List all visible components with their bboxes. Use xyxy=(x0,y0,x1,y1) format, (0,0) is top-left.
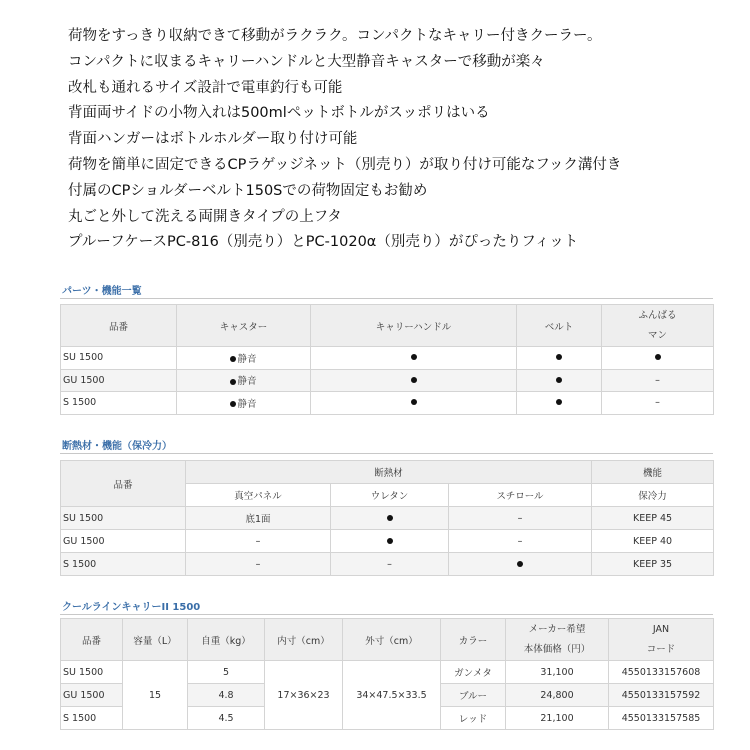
caster-cell xyxy=(177,392,311,415)
header-text: JAN xyxy=(652,623,670,635)
table-header-row xyxy=(61,305,714,347)
bullet-dot-icon xyxy=(411,377,417,383)
product-code: GU 1500 xyxy=(61,684,123,707)
feature-item: コンパクトに収まるキャリーハンドルと大型静音キャスターで移動が楽々 xyxy=(68,53,545,70)
header-text: ふんばる xyxy=(638,309,677,321)
insulation-section-title: 断熱材・機能（保冷力） xyxy=(62,441,172,452)
bullet-dot-icon xyxy=(411,354,417,360)
funbaru-cell: – xyxy=(602,369,714,392)
jan-cell: 4550133157585 xyxy=(609,707,714,730)
section-divider xyxy=(60,453,713,454)
header-cell: 外寸（cm） xyxy=(343,619,441,661)
caster-value: 静音 xyxy=(237,353,257,365)
feature-item: 丸ごと外して洗える両開きタイプの上フタ xyxy=(68,208,342,225)
caster-value: 静音 xyxy=(237,398,257,410)
color-cell: ガンメタ xyxy=(441,661,506,684)
color-cell: レッド xyxy=(441,707,506,730)
table-row xyxy=(61,347,714,370)
header-cell: キャリーハンドル xyxy=(311,305,517,347)
handle-cell xyxy=(311,369,517,392)
weight-cell: 4.8 xyxy=(188,684,265,707)
table-row xyxy=(61,553,714,576)
specs-table xyxy=(60,618,714,730)
header-cell: 品番 xyxy=(61,305,177,347)
product-code: SU 1500 xyxy=(61,347,177,370)
caster-cell xyxy=(177,369,311,392)
color-cell: ブルー xyxy=(441,684,506,707)
urethane-cell xyxy=(331,507,449,530)
parts-table xyxy=(60,304,714,415)
funbaru-cell: – xyxy=(602,392,714,415)
weight-cell: 5 xyxy=(188,661,265,684)
bullet-dot-icon xyxy=(556,354,562,360)
belt-cell xyxy=(517,392,602,415)
bullet-dot-icon xyxy=(517,561,523,567)
header-cell xyxy=(506,619,609,661)
specs-section-title: クールラインキャリーII 1500 xyxy=(62,602,201,613)
table-row xyxy=(61,369,714,392)
product-code: GU 1500 xyxy=(61,369,177,392)
feature-item: プルーフケースPC-816（別売り）とPC-1020α（別売り）がぴったりフィット xyxy=(68,234,579,251)
vacuum-cell: 底1面 xyxy=(186,507,331,530)
caster-cell xyxy=(177,347,311,370)
outer-size-cell: 34×47.5×33.5 xyxy=(343,661,441,730)
header-cell: キャスター xyxy=(177,305,311,347)
header-cell: 自重（kg） xyxy=(188,619,265,661)
price-cell: 24,800 xyxy=(506,684,609,707)
header-cell: スチロール xyxy=(449,484,592,507)
vacuum-cell: – xyxy=(186,553,331,576)
urethane-cell: – xyxy=(331,553,449,576)
funbaru-cell xyxy=(602,347,714,370)
bullet-dot-icon xyxy=(556,399,562,405)
section-divider xyxy=(60,614,713,615)
product-code: S 1500 xyxy=(61,553,186,576)
cold-cell: KEEP 35 xyxy=(592,553,714,576)
bullet-dot-icon xyxy=(411,399,417,405)
header-text: マン xyxy=(647,329,667,341)
table-header-row xyxy=(61,619,714,661)
header-cell: 断熱材 xyxy=(186,461,592,484)
bullet-dot-icon xyxy=(387,538,393,544)
inner-size-cell: 17×36×23 xyxy=(265,661,343,730)
bullet-dot-icon xyxy=(230,401,236,407)
product-code: SU 1500 xyxy=(61,507,186,530)
header-cell xyxy=(609,619,714,661)
header-cell: 真空パネル xyxy=(186,484,331,507)
product-code: SU 1500 xyxy=(61,661,123,684)
header-cell: ベルト xyxy=(517,305,602,347)
header-text: メーカー希望 xyxy=(528,623,586,635)
styrol-cell xyxy=(449,553,592,576)
belt-cell xyxy=(517,369,602,392)
product-code: S 1500 xyxy=(61,707,123,730)
feature-item: 改札も通れるサイズ設計で電車釣行も可能 xyxy=(68,79,343,96)
bullet-dot-icon xyxy=(655,354,661,360)
handle-cell xyxy=(311,392,517,415)
insulation-table xyxy=(60,460,714,576)
product-code: GU 1500 xyxy=(61,530,186,553)
parts-section-title: パーツ・機能一覧 xyxy=(62,286,142,297)
bullet-dot-icon xyxy=(230,379,236,385)
header-cell: 保冷力 xyxy=(592,484,714,507)
feature-item: 背面ハンガーはボトルホルダー取り付け可能 xyxy=(68,131,358,148)
jan-cell: 4550133157592 xyxy=(609,684,714,707)
styrol-cell: – xyxy=(449,530,592,553)
vacuum-cell: – xyxy=(186,530,331,553)
feature-item: 付属のCPショルダーベルト150Sでの荷物固定もお勧め xyxy=(68,182,428,199)
header-cell: 内寸（cm） xyxy=(265,619,343,661)
header-cell: カラー xyxy=(441,619,506,661)
styrol-cell: – xyxy=(449,507,592,530)
header-cell: 機能 xyxy=(592,461,714,484)
header-cell: 品番 xyxy=(61,619,123,661)
table-row xyxy=(61,507,714,530)
handle-cell xyxy=(311,347,517,370)
header-cell xyxy=(602,305,714,347)
product-code: S 1500 xyxy=(61,392,177,415)
capacity-cell: 15 xyxy=(123,661,188,730)
feature-list xyxy=(68,24,621,256)
header-cell: ウレタン xyxy=(331,484,449,507)
price-cell: 21,100 xyxy=(506,707,609,730)
urethane-cell xyxy=(331,530,449,553)
feature-item: 背面両サイドの小物入れは500mlペットボトルがスッポリはいる xyxy=(68,105,490,122)
caster-value: 静音 xyxy=(237,376,257,388)
cold-cell: KEEP 40 xyxy=(592,530,714,553)
header-text: 本体価格（円） xyxy=(523,643,591,655)
feature-item: 荷物を簡単に固定できるCPラゲッジネット（別売り）が取り付け可能なフック溝付き xyxy=(68,156,622,173)
table-row xyxy=(61,392,714,415)
section-divider xyxy=(60,298,713,299)
jan-cell: 4550133157608 xyxy=(609,661,714,684)
header-cell: 品番 xyxy=(61,461,186,507)
bullet-dot-icon xyxy=(556,377,562,383)
header-cell: 容量（L） xyxy=(123,619,188,661)
cold-cell: KEEP 45 xyxy=(592,507,714,530)
feature-item: 荷物をすっきり収納できて移動がラクラク。コンパクトなキャリー付きクーラー。 xyxy=(68,28,602,44)
table-row xyxy=(61,661,714,684)
table-row xyxy=(61,530,714,553)
bullet-dot-icon xyxy=(387,515,393,521)
header-text: コード xyxy=(646,643,676,655)
table-header-row xyxy=(61,461,714,484)
price-cell: 31,100 xyxy=(506,661,609,684)
weight-cell: 4.5 xyxy=(188,707,265,730)
bullet-dot-icon xyxy=(230,356,236,362)
belt-cell xyxy=(517,347,602,370)
